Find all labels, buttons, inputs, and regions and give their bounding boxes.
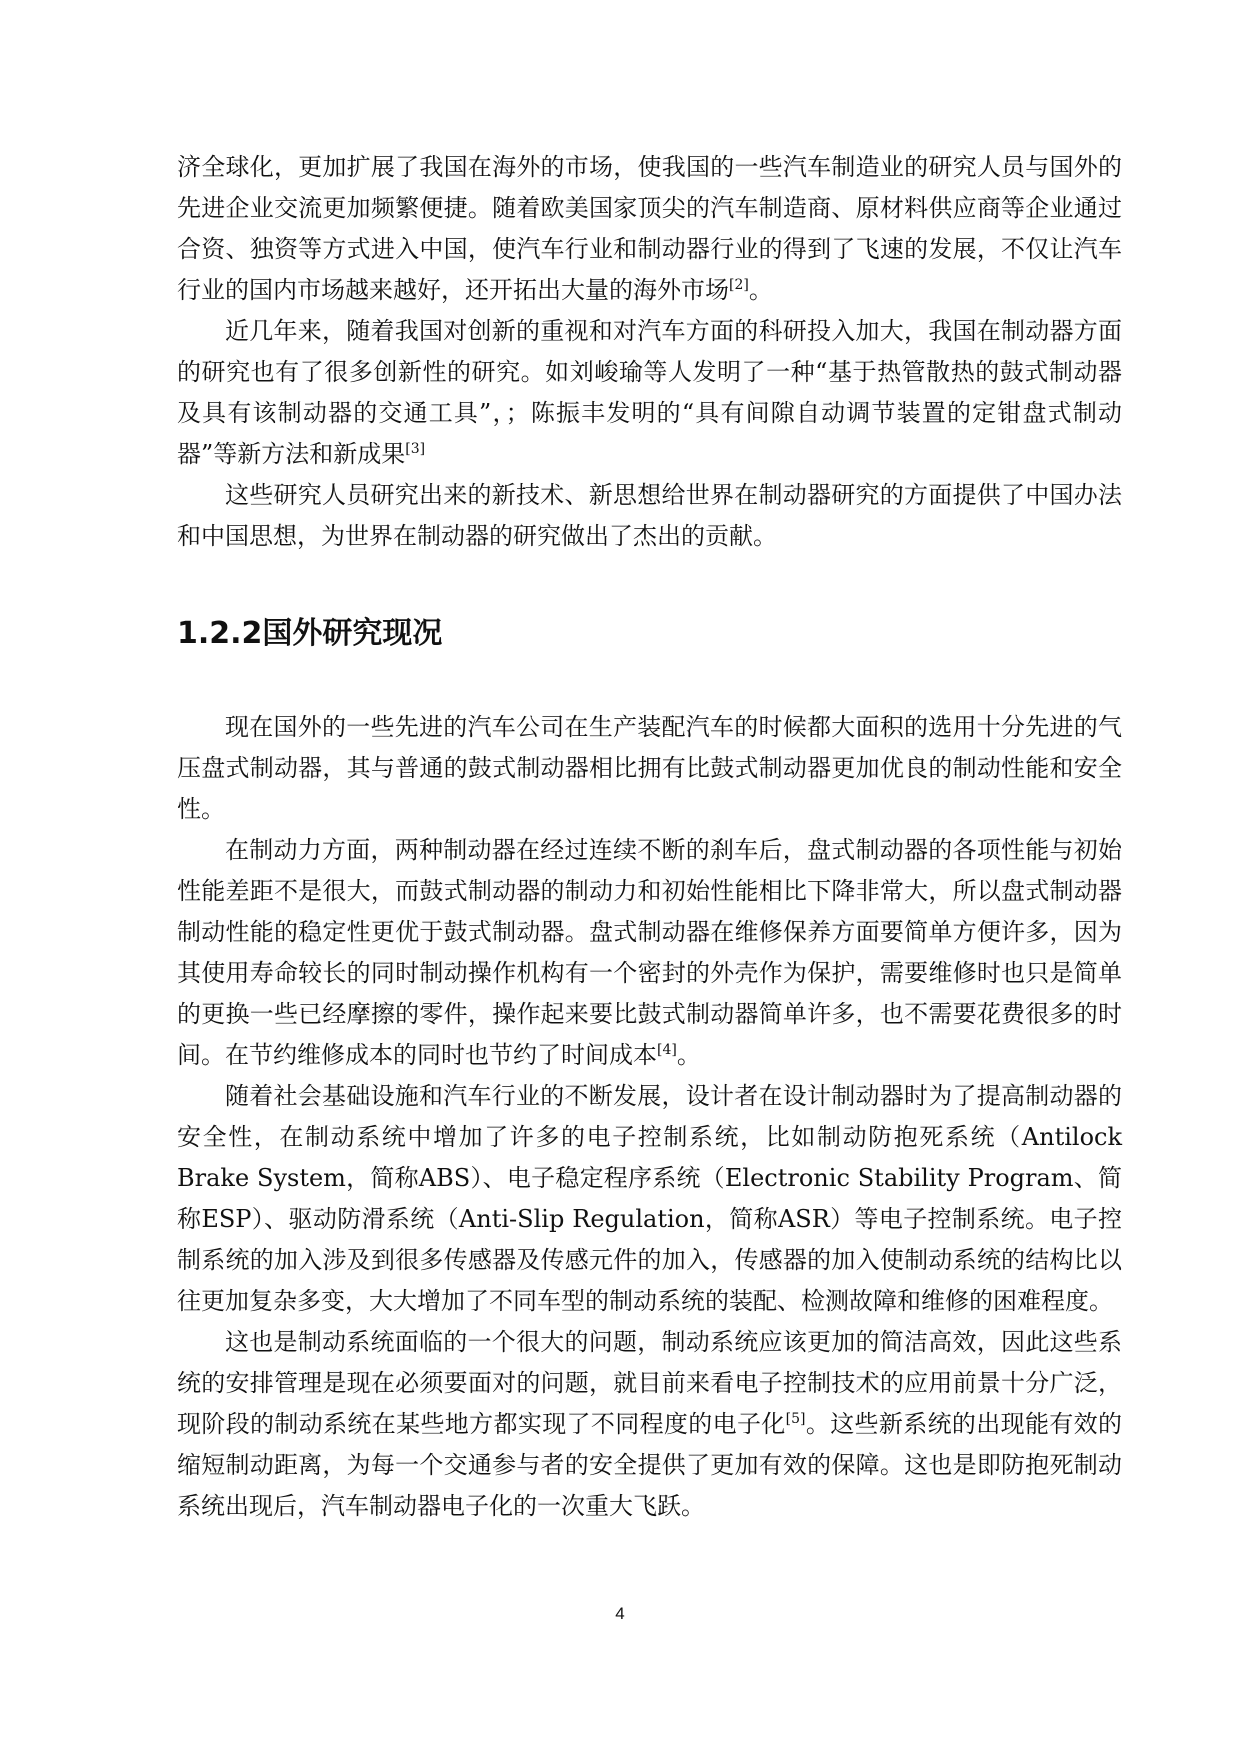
paragraph-text: 这也是制动系统面临的一个很大的问题，制动系统应该更加的简洁高效，因此这些系统的安排管理是现在必须要面对的问题，就目前来看电子控制技术的应用前景十分广泛，现阶段的制动系统在某些地方都实现了不同程度的电子化 xyxy=(177,1328,1122,1438)
paragraph-text: 近几年来，随着我国对创新的重视和对汽车方面的科研投入加大，我国在制动器方面的研究也有了很多创新性的研究。如刘峻瑜等人发明了一种“基于热管散热的鼓式制动器及具有该制动器的交通工具”，；陈振丰发明的“具有间隙自动调节装置的定钳盘式制动器”等新方法和新成果 xyxy=(177,317,1122,468)
citation-marker: [4] xyxy=(657,1042,677,1058)
paragraph-tail: 。这些新系统的出现能有效的缩短制动距离，为每一个交通参与者的安全提供了更加有效的保障。这也是即防抱死制动系统出现后，汽车制动器电子化的一次重大飞跃。 xyxy=(177,1410,1123,1520)
paragraph-3 xyxy=(177,475,1122,557)
paragraph-tail: 。 xyxy=(748,276,773,304)
citation-marker: [3] xyxy=(405,441,426,457)
paragraph-text: 现在国外的一些先进的汽车公司在生产装配汽车的时候都大面积的选用十分先进的气压盘式制动器，其与普通的鼓式制动器相比拥有比鼓式制动器更加优良的制动性能和安全性。 xyxy=(177,713,1122,823)
paragraph-6 xyxy=(177,1076,1122,1322)
paragraph-5 xyxy=(177,830,1122,1076)
paragraph-7 xyxy=(177,1322,1122,1527)
paragraph-text: 在制动力方面，两种制动器在经过连续不断的刹车后，盘式制动器的各项性能与初始性能差距不是很大，而鼓式制动器的制动力和初始性能相比下降非常大，所以盘式制动器制动性能的稳定性更优于鼓式制动器。盘式制动器在维修保养方面要简单方便许多，因为其使用寿命较长的同时制动操作机构有一个密封的外壳作为保护，需要维修时也只是简单的更换一些已经摩擦的零件，操作起来要比鼓式制动器简单许多，也不需要花费很多的时间。在节约维修成本的同时也节约了时间成本 xyxy=(177,836,1122,1069)
citation-marker: [2] xyxy=(729,277,749,293)
section-heading: 1.2.2国外研究现况 xyxy=(177,616,443,651)
citation-marker: [5] xyxy=(785,1411,806,1427)
paragraph-text: 济全球化，更加扩展了我国在海外的市场，使我国的一些汽车制造业的研究人员与国外的先进企业交流更加频繁便捷。随着欧美国家顶尖的汽车制造商、原材料供应商等企业通过合资、独资等方式进入中国，使汽车行业和制动器行业的得到了飞速的发展，不仅让汽车行业的国内市场越来越好，还开拓出大量的海外市场 xyxy=(177,153,1122,304)
page-number: 4 xyxy=(615,1604,625,1623)
paragraph-2 xyxy=(177,311,1122,475)
page-body xyxy=(177,147,1122,1527)
paragraph-1 xyxy=(177,147,1122,311)
paragraph-text: 随着社会基础设施和汽车行业的不断发展，设计者在设计制动器时为了提高制动器的安全性，在制动系统中增加了许多的电子控制系统，比如制动防抱死系统（Antilock Brake System，简称ABS）、电子稳定程序系统（Electronic Stability Program、简称ESP）、驱动防滑系统（Anti-Slip Regulation，简称ASR）等电子控制系统。电子控制系统的加入涉及到很多传感器及传感元件的加入，传感器的加入使制动系统的结构比以往更加复杂多变，大大增加了不同车型的制动系统的装配、检测故障和维修的困难程度。 xyxy=(177,1082,1122,1315)
paragraph-text: 这些研究人员研究出来的新技术、新思想给世界在制动器研究的方面提供了中国办法和中国思想，为世界在制动器的研究做出了杰出的贡献。 xyxy=(177,481,1122,550)
paragraph-tail: 。 xyxy=(676,1041,701,1069)
paragraph-4 xyxy=(177,707,1122,830)
